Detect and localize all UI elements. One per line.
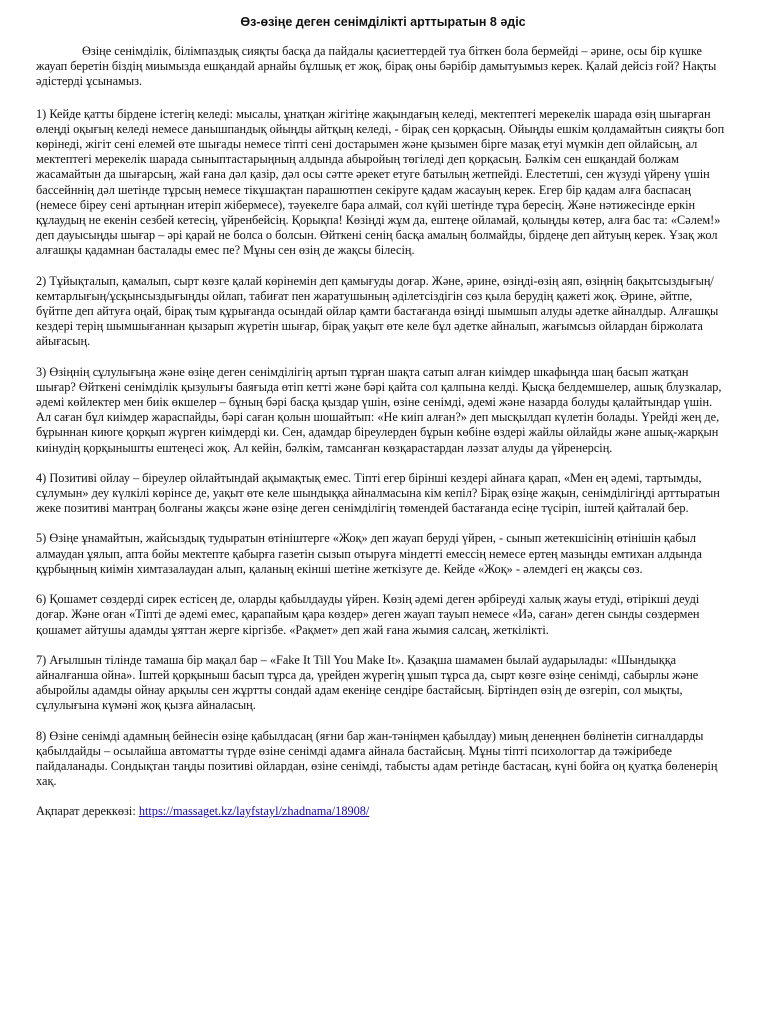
method-7-paragraph: 7) Ағылшын тілінде тамаша бір мақал бар – «Fake It Till You Make It». Қазақша шамамен былай аударылады: «Шындыққа айналғанша ойна». Іштей қорқыныш басып тұрса да, үрейден жүрегің ұшып тұрса да, сырт көзге өзіңе сенімді, сабырлы және абыройлы адамды ойнау арқылы сен жұртты сондай адам екеніңе сендіре бастайсың. Біртіндеп өзің де өзгеріп, сол мықты, сұлулығына күмәні жоқ қызға айналасың. [36, 652, 699, 713]
intro-paragraph: Өзіңе сенімділік, білімпаздық сияқты басқа да пайдалы қасиеттердей туа біткен бола бермейді – әрине, осы бір күшке жауап беретін біздің миымызда ешқандай арнайы бұлшық ет жоқ, бірақ оны бәрібір дамытуымыз керек. Қалай дейсіз ғой? Нақты әдістерді ұсынамыз. [36, 44, 717, 89]
source-link[interactable]: https://massaget.kz/layfstayl/zhadnama/18908/ [138, 804, 370, 819]
method-6-paragraph: 6) Қошамет сөздерді сирек естісең де, оларды қабылдауды үйрен. Көзің әдемі деген әрбіреуді халық жауы етуді, өтірікші деуді доғар. Және оған «Тіпті де әдемі емес, қарапайым қара көздер» деген жауап тауып немесе «Иә, саған» деген сынды сөздермен қошамет айтушы адамды ұяттан жерге кіргізбе. «Рақмет» деп жай ғана жымия салсаң, жеткілікті. [36, 592, 700, 637]
method-5-paragraph: 5) Өзіңе ұнамайтын, жайсыздық тудыратын өтініштерге «Жоқ» деп жауап беруді үйрен, - сынып жетекшісінің өтінішін қабыл алмаудан ұялып, апта бойы мектепте қабырға газетін сызып отыруға міндетті емессің немесе ертең мазыңды емтихан алдында құрбыңның киімін химтазалаудан алып, қаланың екінші шетіне жеткізуге де. Кейде «Жоқ» - әлемдегі ең жақсы сөз. [36, 531, 702, 576]
method-4-paragraph: 4) Позитиві ойлау – біреулер ойлайтындай ақымақтық емес. Тіпті егер бірінші кездері айнаға қарап, «Мен ең әдемі, тартымды, сұлумын» деу күлкілі көрінсе де, уақыт өте келе шындыққа айналмасына кім кепіл? Бірақ өзіңе жақын, сенімділігіңді арттыратын жеке позитиві мантраң болғаны жақсы және өзіңе деген сенімділігің төмендей бастағанда есіңе түсіріп, іштей қайталай бер. [36, 470, 720, 516]
source-line [36, 804, 730, 819]
source-label: Ақпарат дереккөзі: [36, 804, 139, 819]
document-title: Өз-өзіңе деген сенімділікті арттыратын 8 әдіс [240, 15, 526, 29]
method-8-paragraph: 8) Өзіне сенімді адамның бейнесін өзіңе қабылдасаң (яғни бар жан-тәніңмен қабылдау) миың денеңнен бөлінетін сигналдарды қабылдайды – осылайша автоматты түрде өзіне сенімді адамға айнала бастайсың. Мұны тіпті психологтар да тәжірибеде пайдаланады. Сондықтан таңды позитиві ойлардан, өзіне сенімді, табысты адам ретінде бастасаң, күні бойға оң қуатқа бөленерің хақ. [36, 728, 718, 789]
method-3-paragraph: 3) Өзіңнің сұлулығыңа және өзіңе деген сенімділігің артып тұрған шақта сатып алған киімдер шкафыңда шаң басып жатқан шығар? Өйткені сенімділік қызулығы баяғыда өтіп кетті және бәрі қайта сол қалпына келді. Қысқа белдемшелер, ашық блузкалар, әдемі көйлектер мен биік өкшелер – бұның бәрі басқа қыздар үшін, өзіне сенімді, әдемі және назарда болуды қалайтындар үшін. Ал саған бұл киімдер жараспайды, бәрі саған қолын шошайтып: «Не киіп алған?» деп мысқылдап күлетін болады. Үрейді жең де, бұрыннан киюге қорқып жүрген киімдерді ки. Сен, адамдар біреулерден бұрын көбіне өздері жайлы ойлайды және ашық-жарқын киінудің қорқынышты ештеңесі жоқ. Ал кейін, бәлкім, тамсанған көзқарастардан ләззат алуды да үйренерсің. [36, 364, 722, 455]
document-page [36, 14, 730, 835]
method-2-paragraph: 2) Тұйықталып, қамалып, сырт көзге қалай көрінемін деп қамығуды доғар. Және, әрине, өзіңді-өзің аяп, өзіңнің бақытсыздығың/кемтарлығың/ұсқынсыздығыңды ойлап, табиғат пен жаратушының әділетсіздігін сөз қыла берудің қажеті жоқ. Әрине, әйтпе, бүйтпе деп айтуға оңай, бірақ тым құрығанда осындай ойлар қамти бастағанда өзіңді шымшып алуды әдетке айналдыр. Алғашқы кездері терің шымшығаннан қызарып жүретін шығар, бірақ уақыт өте келе бұл әдетке айналып, жағымсыз ойлардан біржолата айығасың. [36, 273, 719, 349]
method-1-paragraph: 1) Кейде қатты бірдене істегің келеді: мысалы, ұнатқан жігітіңе жақындағың келеді, мектептегі мерекелік шарада өзің шығарған өлеңді оқығың келеді немесе данышпандық ойыңды айтқың келеді, - бірақ сен қорқасың. Ойыңды ешкім қолдамайтын сияқты боп көрінеді, жігіт сені елемей өте шығады немесе тіпті сені достарымен және қызымен бірге мазақ етуі мүмкін деп ойлайсың, ал мектептегі мерекелік шарада сыныптастарыңның алдында абыройың төгіледі деп қорқасың. Бәлкім сен ешқандай болжам жасамайтын да шығарсың, жай ғана дәл қазір, дәл осы сәтте әрекет етуге батылың жетпейді. Елестетші, сен жүзуді үйрену үшін бассейннің дәл шетінде тұрсың немесе тікұшақтан парашютпен секіруге қадам жасауың керек. Егер бір қадам алға баспасаң (немесе біреу сені артыңнан итеріп жібермесе), тәуекелге бара алмай, сол күйі шетінде тұра бересің. Және нәтижесінде еркін құлаудың не екенін сезбей кетесің, үйренбейсің. Қорықпа! Көзіңді жұм да, ештеңе ойламай, қолыңды көтер, алға бас та: «Сәлем!» деп дауысыңды шығар – әрі қарай не болса о болсын. Өйткені сенің басқа амалың болмайды, бірдеңе деп айтуың керек. Ұзақ жол алғашқы қадамнан басталады емес пе? Мұны сен өзің де жақсы білесің. [36, 106, 725, 258]
